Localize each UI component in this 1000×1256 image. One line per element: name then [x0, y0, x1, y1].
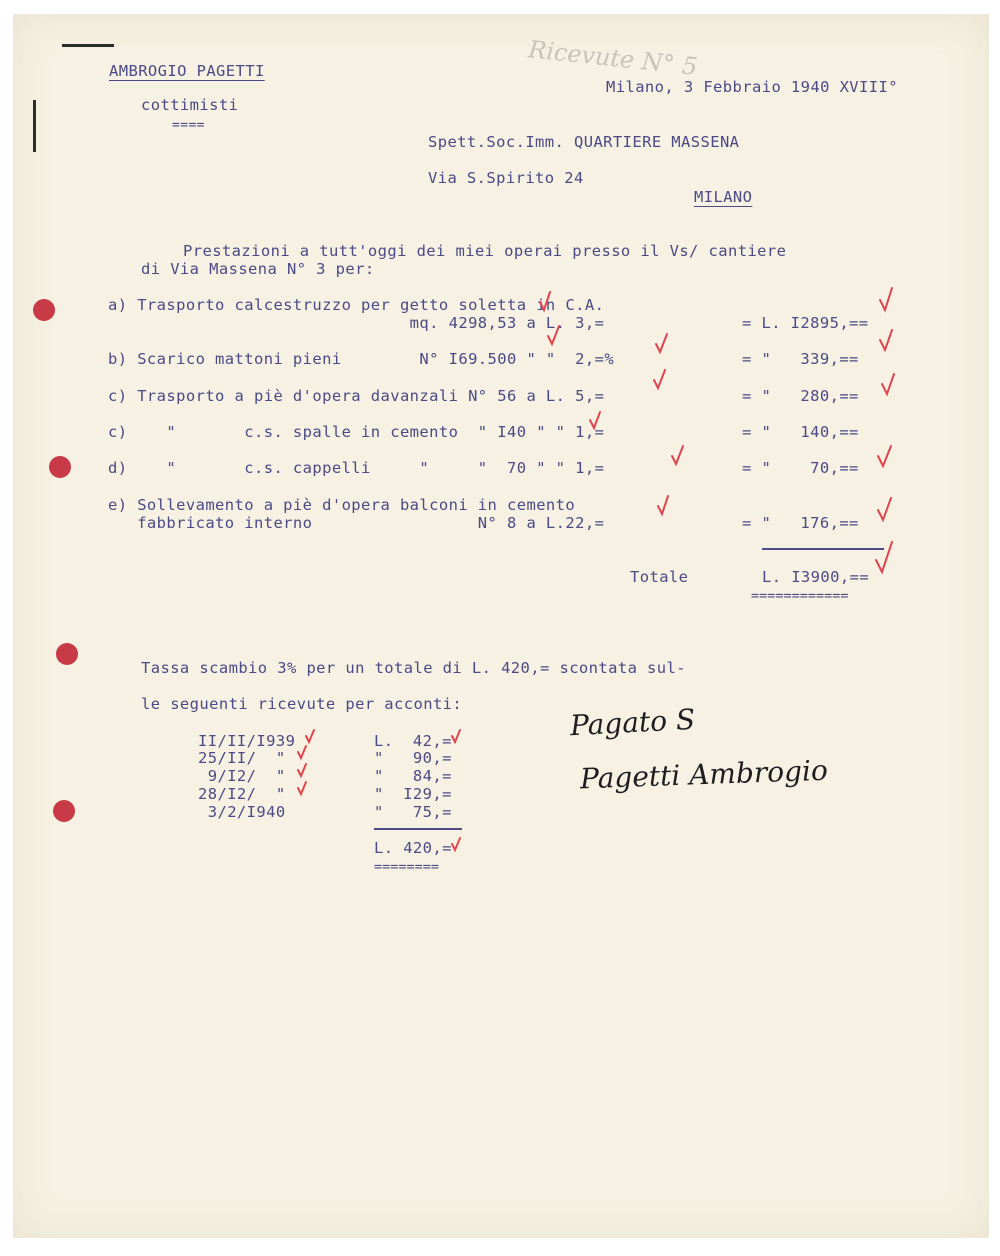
check-mark: [452, 838, 460, 850]
check-mark: [880, 330, 892, 350]
signature: Pagetti Ambrogio: [579, 753, 829, 796]
check-mark: [656, 334, 667, 352]
item-a-amount: = L. I2895,==: [742, 314, 869, 332]
document-date: Milano, 3 Febbraio 1940 XVIII°: [606, 78, 898, 96]
tax-line-2: le seguenti ricevute per acconti:: [141, 695, 463, 713]
receipt-date-4: 28/I2/ ": [198, 785, 286, 803]
check-mark: [306, 730, 314, 742]
receipt-date-3: 9/I2/ ": [198, 767, 286, 785]
receipts-total: L. 420,=: [374, 839, 452, 857]
total-double-rule: ============: [751, 588, 849, 604]
check-mark: [654, 370, 665, 388]
intro-line-2: di Via Massena N° 3 per:: [141, 260, 375, 278]
item-b-amount: = " 339,==: [742, 350, 859, 368]
receipt-amount-1: L. 42,=: [374, 732, 452, 750]
check-mark: [298, 782, 306, 794]
receipt-date-5: 3/2/I940: [198, 803, 286, 821]
item-c-description: c) Trasporto a piè d'opera davanzali N° 56 a L. 5,=: [108, 387, 605, 405]
receipt-date-1: II/II/I939: [198, 732, 296, 750]
item-c2-description: c) " c.s. spalle in cemento " I40 " " 1,=: [108, 423, 605, 441]
item-c-amount: = " 280,==: [742, 387, 859, 405]
pencil-annotation: Ricevute N° 5: [527, 35, 699, 81]
check-mark: [298, 764, 306, 776]
receipts-double-rule: ========: [374, 859, 440, 875]
receipt-amount-4: " I29,=: [374, 785, 452, 803]
check-mark: [540, 292, 550, 310]
subtitle-rule: ====: [172, 118, 205, 133]
tax-line-1: Tassa scambio 3% per un totale di L. 420,= scontata sul-: [141, 659, 686, 677]
check-mark: [672, 446, 683, 464]
company-subtitle: cottimisti: [141, 96, 239, 114]
receipt-amount-5: " 75,=: [374, 803, 452, 821]
item-a-quantity: mq. 4298,53 a L. 3,=: [108, 314, 605, 332]
item-a-description: a) Trasporto calcestruzzo per getto soletta in C.A.: [108, 296, 605, 314]
recipient-company: Spett.Soc.Imm. QUARTIERE MASSENA: [428, 133, 740, 151]
item-c2-amount: = " 140,==: [742, 423, 859, 441]
check-mark: [880, 288, 892, 310]
check-mark: [878, 498, 891, 520]
check-mark: [878, 446, 891, 466]
check-mark: [658, 496, 668, 514]
signature-paid-note: Pagato S: [569, 702, 696, 743]
check-mark: [452, 730, 460, 742]
check-mark: [298, 746, 306, 758]
item-d-amount: = " 70,==: [742, 459, 859, 477]
receipt-amount-2: " 90,=: [374, 749, 452, 767]
recipient-city: MILANO: [694, 188, 753, 206]
company-name: AMBROGIO PAGETTI: [109, 62, 265, 80]
item-e-quantity: fabbricato interno N° 8 a L.22,=: [108, 514, 605, 532]
recipient-street: Via S.Spirito 24: [428, 169, 584, 187]
item-e-description: e) Sollevamento a piè d'opera balconi in cemento: [108, 496, 576, 514]
total-label: Totale: [630, 568, 689, 586]
item-b-description: b) Scarico mattoni pieni N° I69.500 " " 2,=%: [108, 350, 615, 368]
item-e-amount: = " 176,==: [742, 514, 859, 532]
check-mark: [548, 326, 559, 344]
check-mark: [882, 374, 894, 394]
intro-line-1: Prestazioni a tutt'oggi dei miei operai presso il Vs/ cantiere: [183, 242, 787, 260]
receipt-amount-3: " 84,=: [374, 767, 452, 785]
check-mark: [590, 412, 600, 428]
receipt-date-2: 25/II/ ": [198, 749, 286, 767]
check-mark: [876, 542, 892, 572]
total-value: L. I3900,==: [762, 568, 870, 586]
item-d-description: d) " c.s. cappelli " " 70 " " 1,=: [108, 459, 605, 477]
